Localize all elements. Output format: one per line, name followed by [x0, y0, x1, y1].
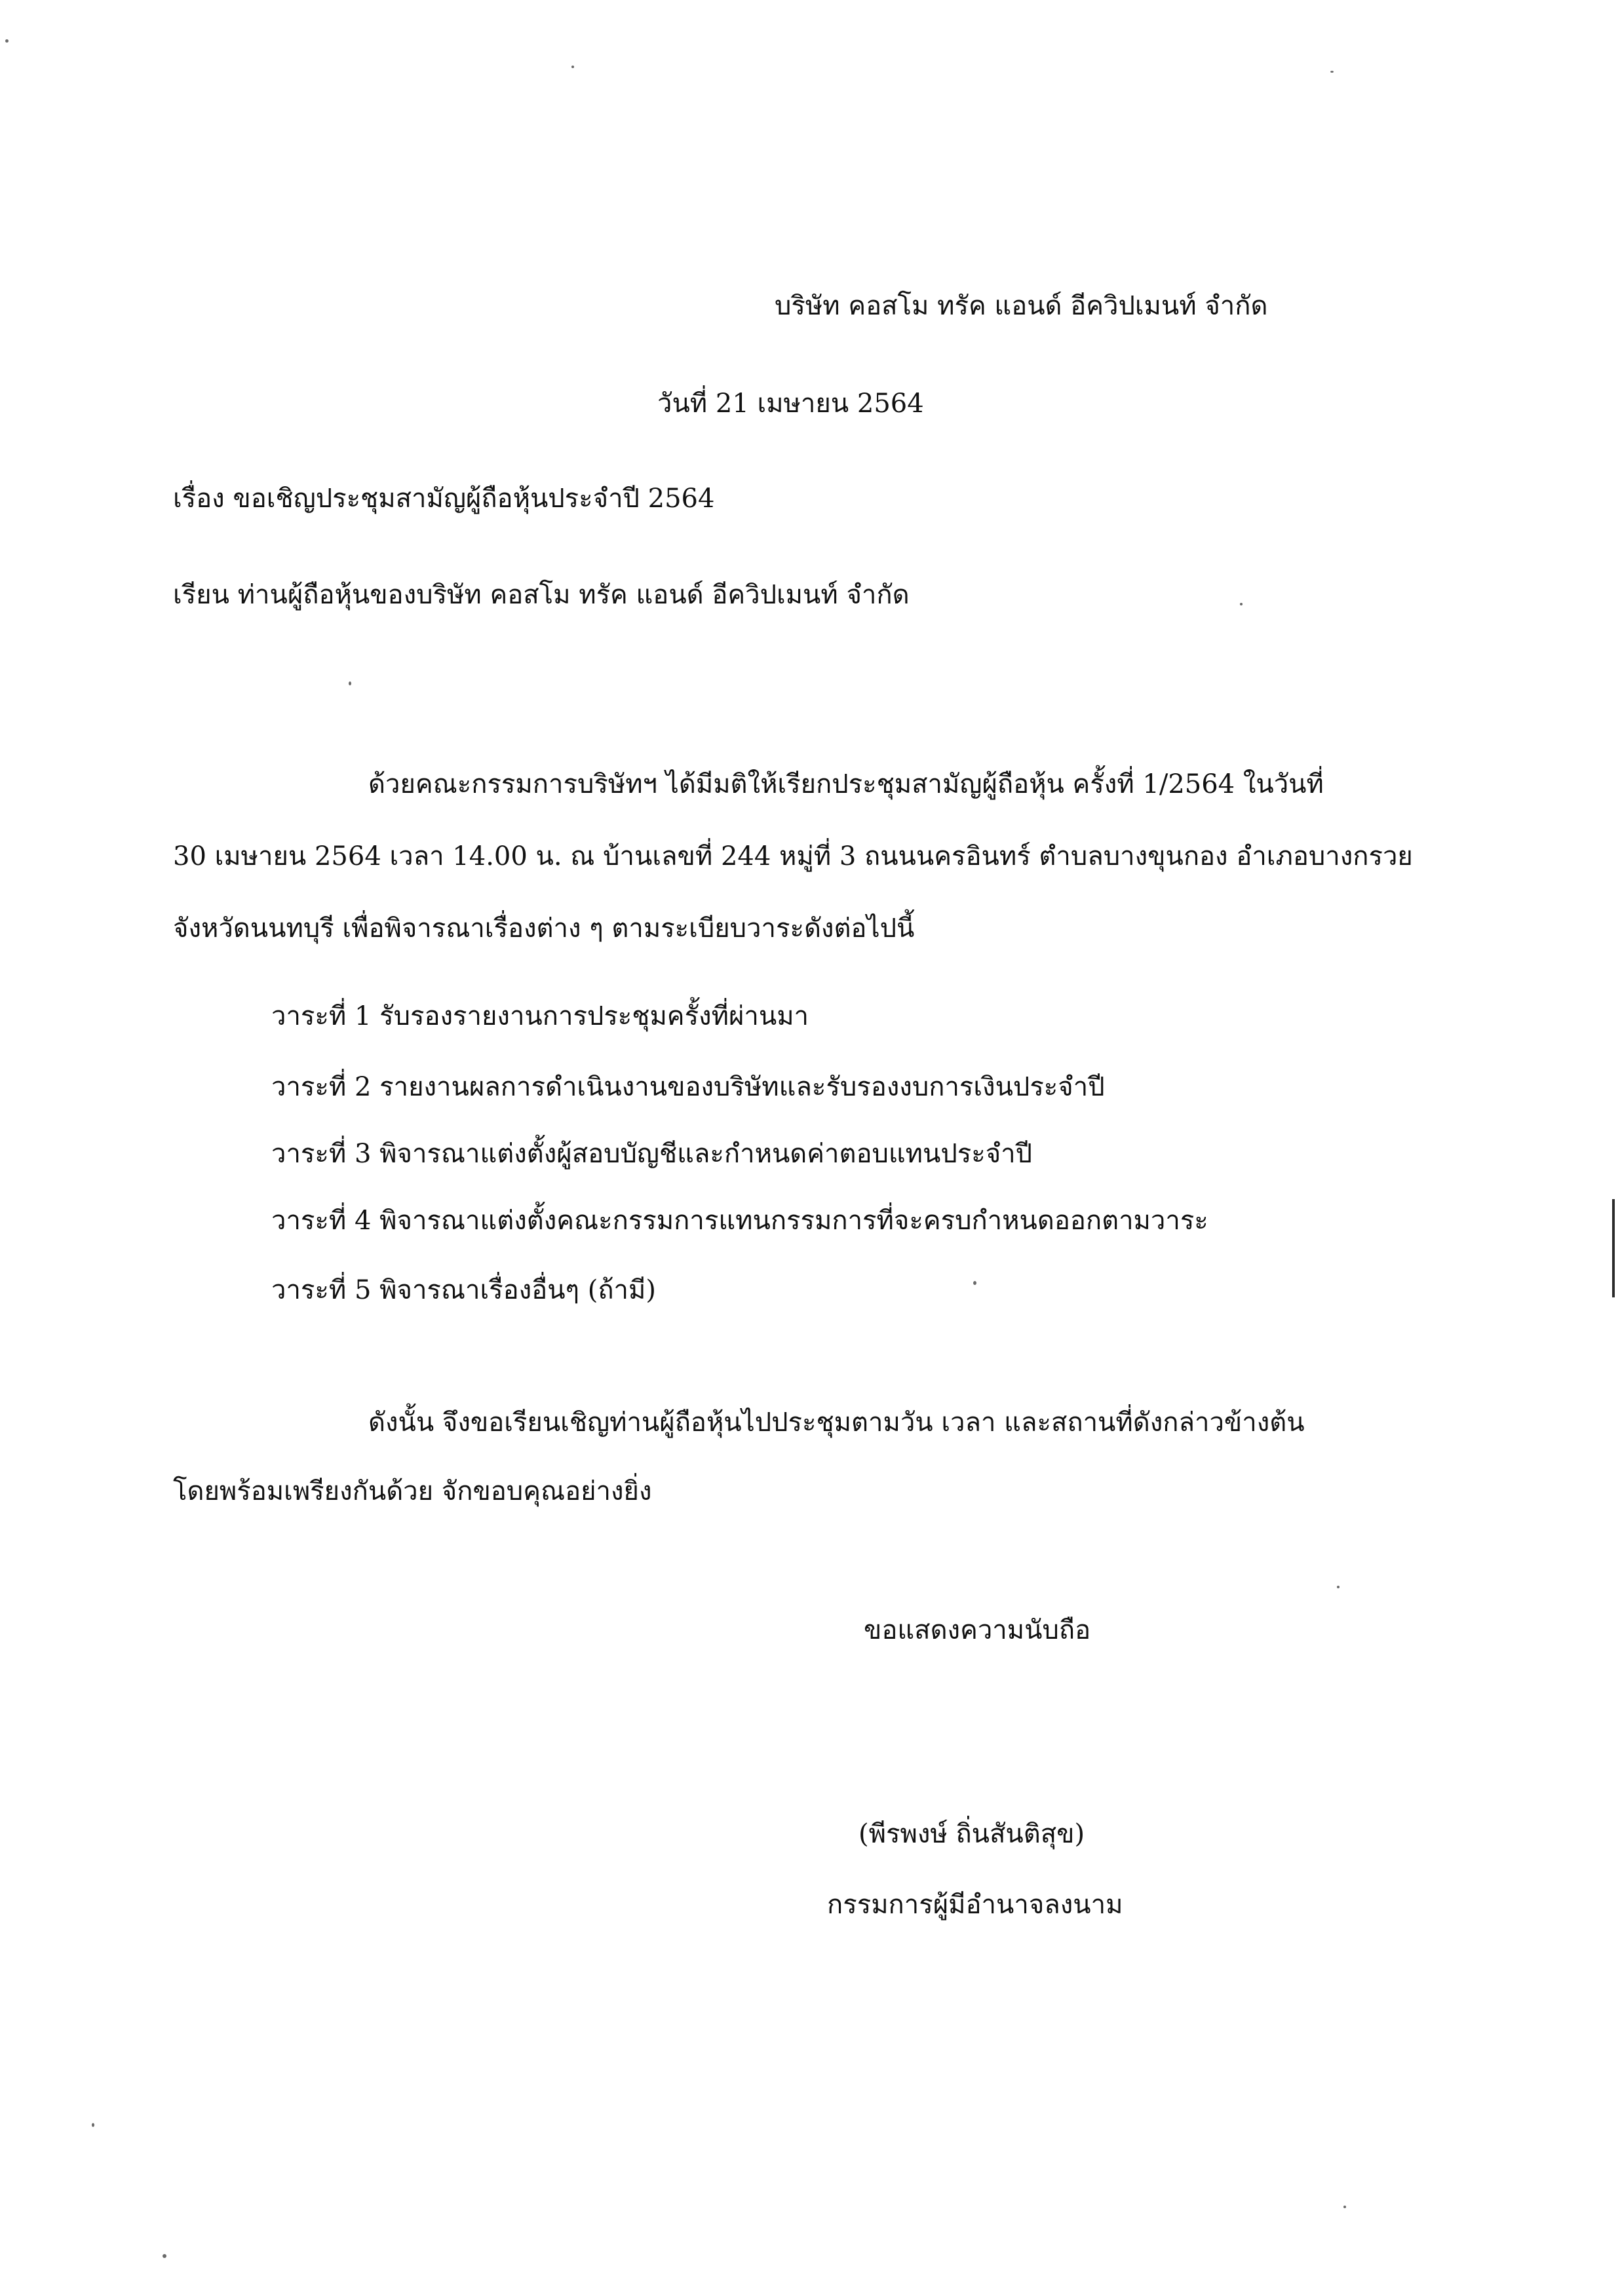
signatory-name: (พีรพงษ์ ถิ่นสันติสุข) [858, 1819, 1085, 1849]
scan-speck [571, 66, 574, 68]
body-line: จังหวัดนนทบุรี เพื่อพิจารณาเรื่องต่าง ๆ ตามระเบียบวาระดังต่อไปนี้ [173, 913, 915, 944]
body-line: 30 เมษายน 2564 เวลา 14.00 น. ณ บ้านเลขที่ 244 หมู่ที่ 3 ถนนนครอินทร์ ตำบลบางขุนกอง อำเภอบางกรวย [173, 841, 1413, 871]
scan-speck [1337, 1586, 1340, 1588]
scan-edge-mark [1612, 1199, 1615, 1297]
body-line: ด้วยคณะกรรมการบริษัทฯ ได้มีมติให้เรียกประชุมสามัญผู้ถือหุ้น ครั้งที่ 1/2564 ในวันที่ [368, 769, 1324, 799]
sign-off: ขอแสดงความนับถือ [864, 1615, 1091, 1645]
agenda-item: วาระที่ 5 พิจารณาเรื่องอื่นๆ (ถ้ามี) [271, 1275, 656, 1305]
agenda-item: วาระที่ 4 พิจารณาแต่งตั้งคณะกรรมการแทนกรรมการที่จะครบกำหนดออกตามวาระ [271, 1206, 1208, 1236]
agenda-item: วาระที่ 2 รายงานผลการดำเนินงานของบริษัทและรับรองงบการเงินประจำปี [271, 1072, 1105, 1102]
letter-date: วันที่ 21 เมษายน 2564 [657, 389, 924, 419]
scan-speck [973, 1281, 976, 1285]
letter-recipient: เรียน ท่านผู้ถือหุ้นของบริษัท คอสโม ทรัค แอนด์ อีควิปเมนท์ จำกัด [173, 580, 910, 610]
company-name: บริษัท คอสโม ทรัค แอนด์ อีควิปเมนท์ จำกัด [775, 291, 1268, 321]
scan-speck [92, 2123, 94, 2127]
scan-speck [349, 681, 351, 685]
closing-line: โดยพร้อมเพรียงกันด้วย จักขอบคุณอย่างยิ่ง [173, 1476, 652, 1506]
scan-speck [163, 2254, 166, 2258]
agenda-item: วาระที่ 1 รับรองรายงานการประชุมครั้งที่ผ่านมา [271, 1001, 809, 1031]
scan-speck [1343, 2206, 1346, 2208]
agenda-item: วาระที่ 3 พิจารณาแต่งตั้งผู้สอบบัญชีและกำหนดค่าตอบแทนประจำปี [271, 1139, 1033, 1169]
scan-speck [1330, 71, 1334, 73]
scan-speck [5, 39, 9, 43]
letter-subject: เรื่อง ขอเชิญประชุมสามัญผู้ถือหุ้นประจำปี 2564 [173, 484, 715, 514]
closing-line: ดังนั้น จึงขอเรียนเชิญท่านผู้ถือหุ้นไปประชุมตามวัน เวลา และสถานที่ดังกล่าวข้างต้น [368, 1407, 1305, 1438]
signatory-title: กรรมการผู้มีอำนาจลงนาม [827, 1890, 1123, 1920]
scan-speck [1240, 603, 1243, 605]
